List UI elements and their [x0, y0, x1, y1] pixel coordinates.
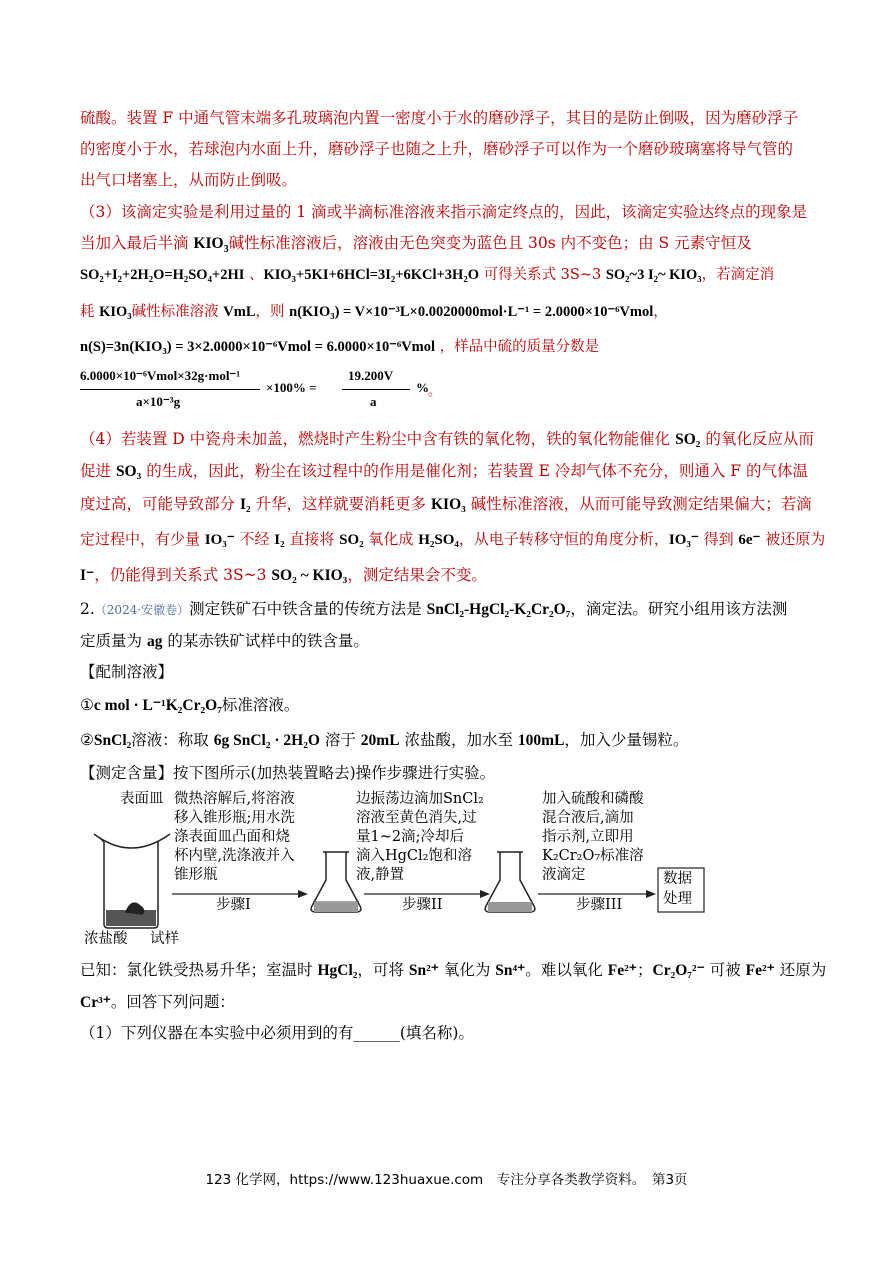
beaker-icon: [94, 834, 170, 928]
formula: 100mL: [517, 732, 565, 749]
text-line: 【测定含量】按下图所示(加热装置略去)操作步骤进行实验。: [80, 764, 496, 782]
fraction-numerator: 6.0000×10⁻⁶Vmol×32g·mol⁻¹: [80, 368, 241, 383]
formula: Cr³⁺: [80, 994, 111, 1011]
text-line: 定过程中，有少量 IO₃⁻ 不经 I₂ 直接将 SO₂ 氧化成 H₂SO₄，从电子转移守恒的角度分析，IO₃⁻ 得到 6e⁻ 被还原为: [80, 530, 826, 548]
formula: I⁻: [80, 567, 95, 584]
text-line: 当加入最后半滴 $KIO_3$碱性标准溶液后，溶液由无色突变为蓝色且 30s 内不变色；由 S 元素守恒及: [80, 234, 752, 256]
formula: SO₂: [339, 532, 364, 548]
formula: SnCl₂: [93, 732, 132, 749]
text-line: 已知：氯化铁受热易升华；室温时 HgCl₂，可将 Sn²⁺ 氧化为 Sn⁴⁺。难以氧化 Fe²⁺；Cr₂O₇²⁻ 可被 Fe²⁺ 还原为: [80, 961, 827, 979]
step3-label: 步骤III: [576, 897, 623, 913]
text-line: 度过高，可能导致部分 I₂ 升华，这样就要消耗更多 KIO₃ 碱性标准溶液，从而可能导致测定结果偏大；若滴: [80, 495, 812, 513]
conical-flask-icon: [485, 852, 535, 912]
text-line: n(S)=3n(KIO₃) = 3×2.0000×10⁻⁶Vmol = 6.0000×10⁻⁶Vmol ，样品中硫的质量分数是: [80, 339, 600, 355]
formula: ag: [146, 633, 163, 650]
formula: c mol · L⁻¹K₂Cr₂O₇: [93, 697, 222, 714]
question-number: 2.: [80, 600, 95, 618]
formula: 6e⁻: [738, 532, 761, 548]
formula: Sn⁴⁺: [495, 962, 526, 979]
text-line: I⁻，仍能得到关系式 3S~3 SO₂ ~ KIO₃，测定结果会不变。: [80, 566, 487, 584]
formula: IO₃⁻: [668, 532, 699, 548]
formula: KIO₃: [430, 496, 466, 513]
formula: Fe²⁺: [745, 962, 775, 979]
text-line: SO₂+I₂+2H₂O=H₂SO₄+2HI 、KIO₃+5KI+6HCl=3I₂+6KCl+3H₂O 可得关系式 3S~3 SO₂~3 I₂~ KIO₃，若滴定消: [80, 267, 775, 283]
formula: SO₂+I₂+2H₂O=H₂SO₄+2HI: [80, 267, 245, 283]
step1-label: 步骤I: [216, 897, 251, 913]
data-box-label-1: 数据: [663, 871, 692, 887]
text-line: ①c mol · L⁻¹K₂Cr₂O₇标准溶液。: [80, 696, 300, 714]
formula: Fe²⁺: [607, 962, 637, 979]
section-heading: 【配制溶液】: [80, 663, 174, 681]
formula: SO₃: [115, 463, 142, 480]
fraction-denominator: a×10⁻³g: [136, 394, 181, 409]
text-line: ②SnCl₂溶液：称取 6g SnCl₂ · 2H₂O 溶于 20mL 浓盐酸，加水至 100mL，加入少量锡粒。: [80, 731, 689, 749]
fraction2-denominator: a: [370, 394, 377, 409]
question-source: （2024·安徽卷）: [94, 603, 190, 617]
step2-description: 边振荡边滴加SnCl₂ 溶液至黄色消失,过 量1~2滴;冷却后 滴入HgCl₂饱和溶 液,静置: [356, 791, 484, 883]
formula: 6g SnCl₂ · 2H₂O: [213, 732, 320, 749]
formula: VmL: [223, 304, 256, 320]
text-line: （4）若装置 D 中瓷舟未加盖，燃烧时产生粉尘中含有铁的氧化物，铁的氧化物能催化 SO₂ 的氧化反应从而: [80, 430, 814, 448]
text-line: 出气口堵塞上，从而防止倒吸。: [80, 171, 298, 189]
data-box-label-2: 处理: [663, 891, 692, 907]
percent-sign: %: [416, 380, 429, 395]
fraction-bar: [80, 389, 260, 390]
question-sub-1: （1）下列仪器在本实验中必须用到的有______(填名称)。: [80, 1024, 474, 1042]
formula: H₂SO₄: [418, 532, 459, 548]
step1-description: 微热溶解后,将溶液 移入锥形瓶;用水洗 涤表面皿凸面和烧 杯内壁,洗涤液并入 锥形瓶: [174, 791, 295, 883]
fraction2-bar: [342, 389, 410, 390]
sample-label: 试样: [150, 931, 179, 947]
question-line: 2.（2024·安徽卷）测定铁矿石中铁含量的传统方法是 SnCl₂-HgCl₂-K₂Cr₂O₇，滴定法。研究小组用该方法测: [80, 600, 788, 618]
formula: SnCl₂-HgCl₂-K₂Cr₂O₇: [426, 601, 571, 618]
text-line: 促进 SO₃ 的生成，因此，粉尘在该过程中的作用是催化剂；若装置 E 冷却气体不充分，则通入 F 的气体温: [80, 462, 808, 480]
formula: I₂: [274, 532, 285, 548]
formula: HgCl₂: [317, 962, 358, 979]
formula: SO₂: [675, 431, 701, 448]
conical-flask-icon: [311, 852, 361, 912]
fraction-mid: ×100% =: [266, 380, 317, 395]
period: 。: [428, 383, 442, 398]
formula: KIO: [193, 235, 224, 252]
formula: I₂: [239, 496, 251, 513]
text-line: （3）该滴定实验是利用过量的 1 滴或半滴标准溶液来指示滴定终点的，因此，该滴定实验达终点的现象是: [80, 203, 808, 221]
watch-glass-label: 表面皿: [120, 791, 164, 807]
formula: 20mL: [360, 732, 400, 749]
text-line: 定质量为 ag 的某赤铁矿试样中的铁含量。: [80, 632, 369, 650]
acid-label: 浓盐酸: [84, 931, 128, 947]
step3-description: 加入硫酸和磷酸 混合液后,滴加 指示剂,立即用 K₂Cr₂O₇标准溶 液滴定: [542, 791, 644, 883]
step2-label: 步骤II: [402, 897, 443, 913]
text-line: 硫酸。装置 F 中通气管末端多孔玻璃泡内置一密度小于水的磨砂浮子，其目的是防止倒吸，因为磨砂浮子: [80, 109, 799, 127]
formula: n(S)=3n(KIO₃) = 3×2.0000×10⁻⁶Vmol = 6.0000×10⁻⁶Vmol: [80, 339, 436, 355]
formula: n(KIO₃) = V×10⁻³L×0.0020000mol·L⁻¹ = 2.0000×10⁻⁶Vmol: [289, 304, 654, 320]
text-line: Cr³⁺。回答下列问题：: [80, 993, 235, 1011]
formula: Sn²⁺: [408, 962, 439, 979]
fraction2-numerator: 19.200V: [348, 368, 394, 383]
formula: KIO₃+5KI+6HCl=3I₂+6KCl+3H₂O: [263, 267, 479, 283]
page-footer: 123 化学网，https://www.123huaxue.com 专注分享各类教学资料。 第3页: [205, 1172, 688, 1188]
formula: KIO₃: [99, 304, 132, 320]
experiment-diagram: [80, 790, 720, 950]
text-line: 的密度小于水，若球泡内水面上升，磨砂浮子也随之上升，磨砂浮子可以作为一个磨砂玻璃塞将导气管的: [80, 140, 794, 158]
formula: SO₂ ~ KIO₃: [271, 567, 348, 584]
text-line: 耗 KIO₃碱性标准溶液 VmL，则 n(KIO₃) = V×10⁻³L×0.0020000mol·L⁻¹ = 2.0000×10⁻⁶Vmol，: [80, 304, 668, 320]
formula: SO₂~3 I₂~ KIO₃: [605, 267, 702, 283]
formula: IO₃⁻: [204, 532, 235, 548]
formula: Cr₂O₇²⁻: [652, 962, 705, 979]
